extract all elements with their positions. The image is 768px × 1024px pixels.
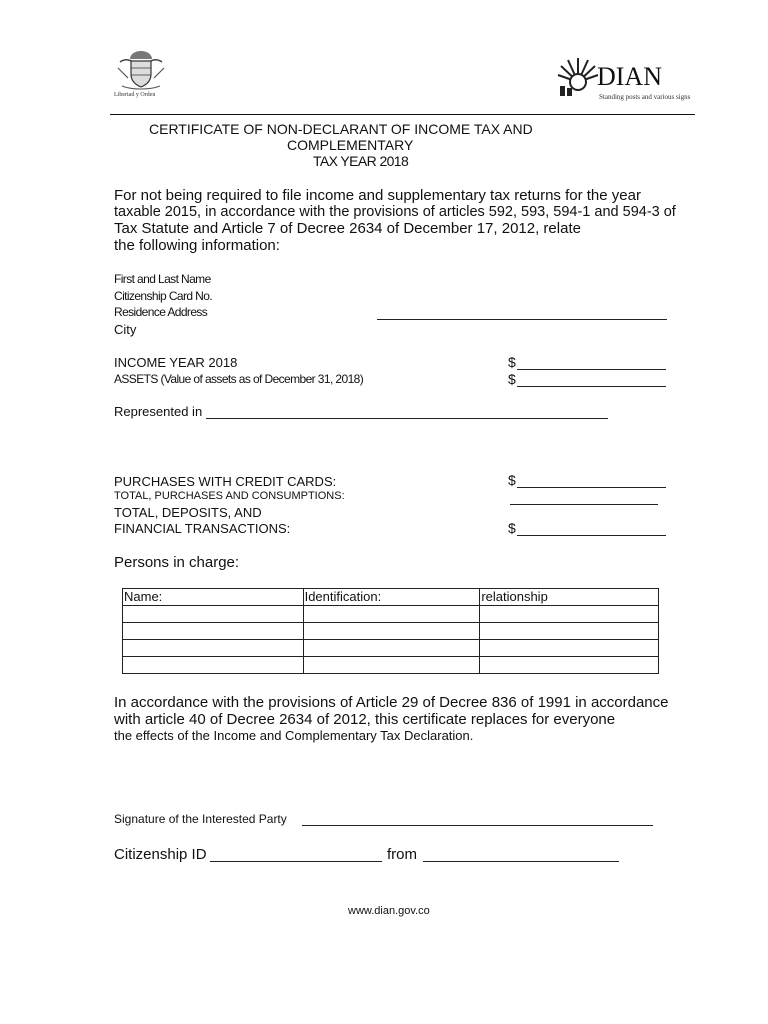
persons-in-charge-heading: Persons in charge: <box>114 554 240 571</box>
closing-line2: with article 40 of Decree 2634 of 2012, this certificate replaces for everyone <box>114 711 616 728</box>
represented-in-label: Represented in <box>114 404 203 419</box>
document-title-line3: TAX YEAR 2018 <box>313 153 409 169</box>
persons-in-charge-table <box>122 588 659 674</box>
total-purchases-field-line[interactable] <box>510 504 658 505</box>
closing-line3: the effects of the Income and Complementary Tax Declaration. <box>114 728 474 743</box>
income-label: INCOME YEAR 2018 <box>114 355 238 370</box>
dian-tagline: Standing posts and various signs <box>599 93 691 101</box>
table-row <box>123 606 659 623</box>
total-purchases-label: TOTAL, PURCHASES AND CONSUMPTIONS: <box>114 490 345 502</box>
intro-line1: For not being required to file income and supplementary tax returns for the year <box>114 187 641 204</box>
credit-card-currency: $ <box>508 472 516 488</box>
table-row <box>123 640 659 657</box>
assets-label: ASSETS (Value of assets as of December 31, 2018) <box>114 372 364 386</box>
coat-of-arms-logo <box>112 48 170 94</box>
income-field-line[interactable] <box>517 369 666 370</box>
table-cell[interactable] <box>480 640 659 657</box>
table-cell[interactable] <box>303 657 480 674</box>
city-label: City <box>114 322 137 337</box>
document-title-line1: CERTIFICATE OF NON-DECLARANT OF INCOME TAX AND <box>149 121 533 137</box>
from-field-line[interactable] <box>423 861 619 862</box>
assets-currency: $ <box>508 371 516 387</box>
name-label: First and Last Name <box>114 272 211 286</box>
income-currency: $ <box>508 354 516 370</box>
table-cell[interactable] <box>480 623 659 640</box>
footer-url[interactable]: www.dian.gov.co <box>348 905 430 917</box>
column-header-relationship: relationship <box>480 589 659 606</box>
intro-line2: taxable 2015, in accordance with the provisions of articles 592, 593, 594-1 and 594-3 of <box>114 204 676 220</box>
table-cell[interactable] <box>123 657 304 674</box>
table-cell[interactable] <box>123 640 304 657</box>
header-rule <box>110 114 695 115</box>
intro-line3: Tax Statute and Article 7 of Decree 2634 of December 17, 2012, relate <box>114 220 581 237</box>
citizenship-id-field-line[interactable] <box>210 861 382 862</box>
signature-label: Signature of the Interested Party <box>114 812 287 826</box>
represented-in-field-line[interactable] <box>206 418 608 419</box>
citizenship-id-label: Citizenship ID <box>114 846 207 863</box>
column-header-name: Name: <box>123 589 304 606</box>
address-field-line[interactable] <box>377 319 667 320</box>
dian-name: DIAN <box>597 62 662 91</box>
table-cell[interactable] <box>123 606 304 623</box>
from-label: from <box>387 846 417 863</box>
assets-field-line[interactable] <box>517 386 666 387</box>
document-title-line2: COMPLEMENTARY <box>287 137 414 153</box>
table-cell[interactable] <box>303 606 480 623</box>
table-cell[interactable] <box>303 623 480 640</box>
table-cell[interactable] <box>480 657 659 674</box>
total-deposits-label-2: FINANCIAL TRANSACTIONS: <box>114 521 291 536</box>
deposits-field-line[interactable] <box>517 535 666 536</box>
table-header-row <box>123 589 659 606</box>
table-cell[interactable] <box>303 640 480 657</box>
intro-line4: the following information: <box>114 237 280 254</box>
column-header-identification: Identification: <box>303 589 480 606</box>
table-row <box>123 623 659 640</box>
credit-card-purchases-label: PURCHASES WITH CREDIT CARDS: <box>114 474 337 489</box>
total-deposits-label-1: TOTAL, DEPOSITS, AND <box>114 505 262 520</box>
citizenship-card-label: Citizenship Card No. <box>114 289 213 303</box>
closing-line1: In accordance with the provisions of Article 29 of Decree 836 of 1991 in accordance <box>114 694 669 711</box>
table-row <box>123 657 659 674</box>
residence-address-label: Residence Address <box>114 305 208 319</box>
deposits-currency: $ <box>508 520 516 536</box>
credit-card-field-line[interactable] <box>517 487 666 488</box>
signature-field-line[interactable] <box>302 825 653 826</box>
table-cell[interactable] <box>123 623 304 640</box>
dian-logo <box>555 52 705 102</box>
table-cell[interactable] <box>480 606 659 623</box>
crest-caption: Libertad y Orden <box>114 92 156 98</box>
